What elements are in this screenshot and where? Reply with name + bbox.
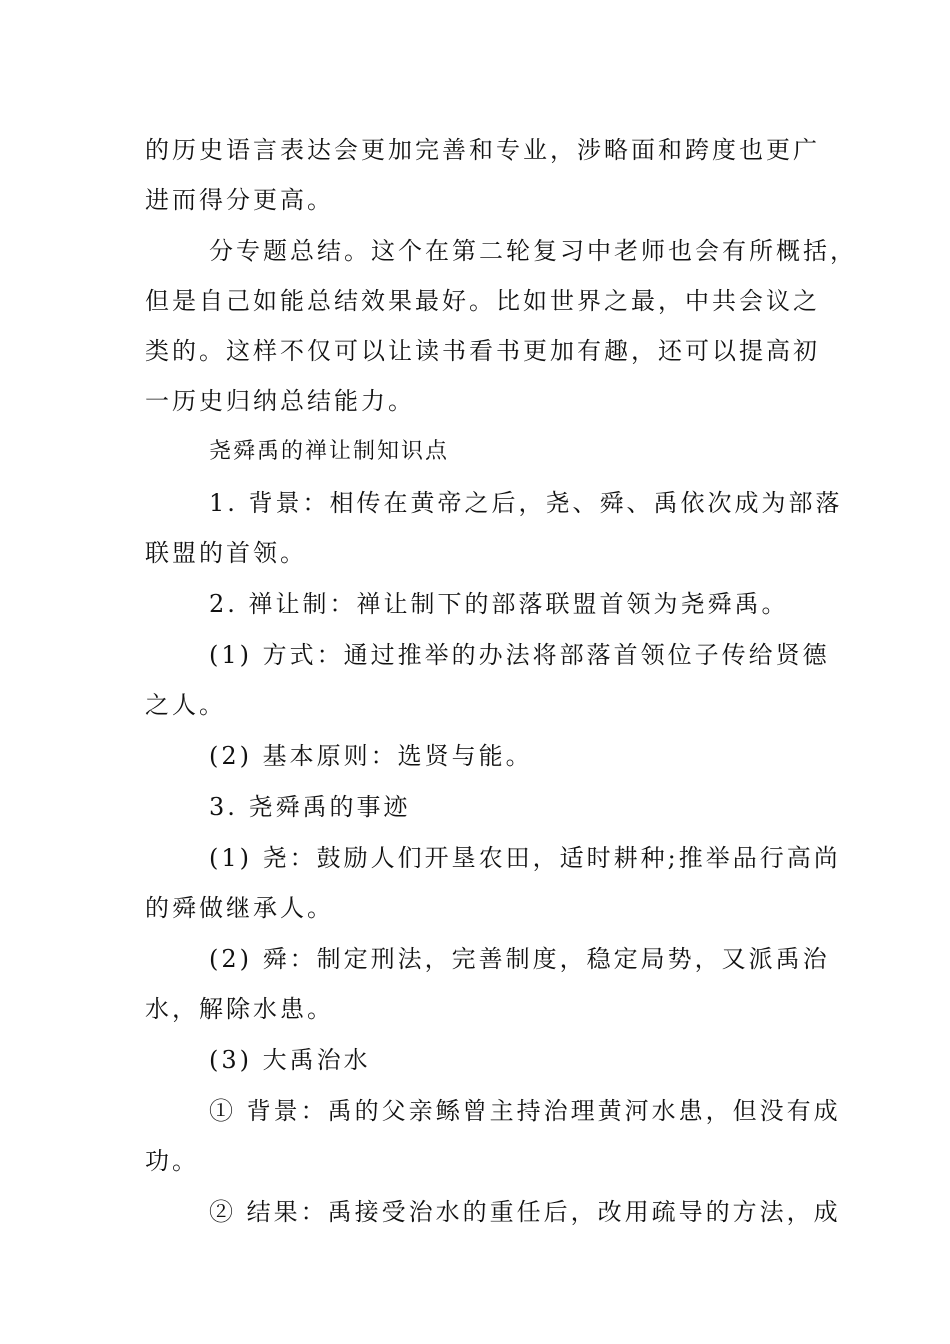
paragraph-12 — [145, 1086, 841, 1186]
paragraph-13 — [145, 1187, 841, 1237]
text-line: 联盟的首领。 — [145, 539, 307, 567]
text-line: 进而得分更高。 — [145, 186, 334, 214]
text-line: (3) 大禹治水 — [209, 1046, 371, 1074]
text-line: 功。 — [145, 1147, 199, 1175]
text-line: 的舜做继承人。 — [145, 894, 334, 922]
text-line: ① 背景：禹的父亲鲧曾主持治理黄河水患，但没有成 — [209, 1097, 841, 1125]
heading-text: 尧舜禹的禅让制知识点 — [209, 439, 450, 464]
text-line: 1. 背景：相传在黄帝之后，尧、舜、禹依次成为部落 — [209, 489, 843, 517]
paragraph-8 — [145, 782, 810, 832]
paragraph-9 — [145, 833, 841, 933]
document-body — [145, 125, 857, 1238]
text-line: (1) 方式：通过推举的办法将部落首领位子传给贤德 — [209, 641, 830, 669]
text-line: 一历史归纳总结能力。 — [145, 387, 415, 415]
text-line: 水，解除水患。 — [145, 995, 334, 1023]
text-line: 的历史语言表达会更加完善和专业，涉略面和跨度也更广 — [145, 136, 820, 164]
text-line: 2. 禅让制：禅让制下的部落联盟首领为尧舜禹。 — [209, 590, 789, 618]
text-line: (2) 基本原则：选贤与能。 — [209, 742, 533, 770]
paragraph-10 — [145, 934, 830, 1034]
paragraph-4 — [145, 478, 843, 578]
text-line: 分专题总结。这个在第二轮复习中老师也会有所概括， — [209, 237, 857, 265]
paragraph-6 — [145, 630, 830, 730]
text-line: 类的。这样不仅可以让读书看书更加有趣，还可以提高初 — [145, 337, 820, 365]
text-line: 之人。 — [145, 691, 226, 719]
paragraph-1 — [145, 125, 820, 225]
text-line: ② 结果：禹接受治水的重任后，改用疏导的方法，成 — [209, 1198, 841, 1226]
paragraph-2 — [145, 226, 857, 426]
text-line: (2) 舜：制定刑法，完善制度，稳定局势，又派禹治 — [209, 945, 830, 973]
paragraph-5 — [145, 579, 810, 629]
section-heading — [145, 427, 810, 477]
text-line: 3. 尧舜禹的事迹 — [209, 793, 411, 821]
paragraph-7 — [145, 731, 810, 781]
text-line: (1) 尧：鼓励人们开垦农田，适时耕种;推举品行高尚 — [209, 844, 841, 872]
paragraph-11 — [145, 1035, 810, 1085]
text-line: 但是自己如能总结效果最好。比如世界之最，中共会议之 — [145, 287, 820, 315]
